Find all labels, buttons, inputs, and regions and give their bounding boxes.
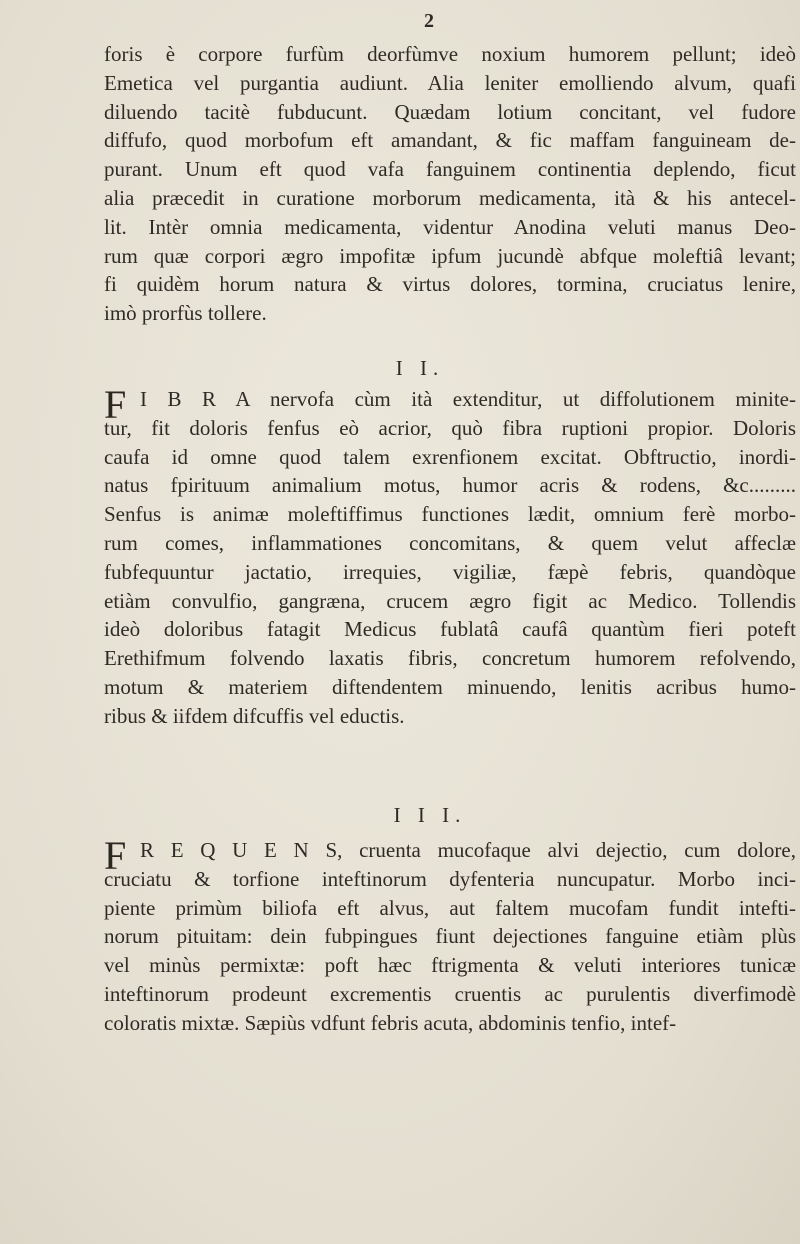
text-line: lit. Intèr omnia medicamenta, videntur Anodina veluti manus Deo- [104,214,796,239]
text-line: purant. Unum eft quod vafa fanguinem continentia deplendo, ficut [104,157,796,182]
text-line: alia præcedit in curatione morborum medicamenta, ità & his antecel- [104,185,796,210]
text-line: piente primùm biliofa eft alvus, aut faltem mucofam fundit intefti- [104,895,796,920]
text-line: natus fpirituum animalium motus, humor acris & rodens, &c......... [104,473,796,498]
text-line: diluendo tacitè fubducunt. Quædam lotium concitant, vel fudore [104,99,796,124]
text-line: cruciatu & torfione inteftinorum dyfenteria nuncupatur. Morbo inci- [104,866,796,891]
text-line: motum & materiem diftendentem minuendo, lenitis acribus humo- [104,674,796,699]
text-line: inteftinorum prodeunt excrementis cruentis ac purulentis diverfimodè [104,981,796,1006]
drop-cap-initial: F [104,833,127,878]
text-line: norum pituitam: dein fubpingues fiunt dejectiones fanguine etiàm plùs [104,924,796,949]
text-line: caufa id omne quod talem exrenfionem excitat. Obftructio, inordi- [104,444,796,469]
text-line: vel minùs permixtæ: poft hæc ftrigmenta & veluti interiores tunicæ [104,953,796,978]
text-line: etiàm convulfio, gangræna, crucem ægro figit ac Medico. Tollendis [104,588,796,613]
text-line: ribus & iifdem difcuffis vel eductis. [104,703,405,728]
text-line: tur, fit doloris fenfus eò acrior, quò fibra ruptioni propior. Doloris [104,415,796,440]
text-line: rum quæ corpori ægro impofitæ ipfum jucundè abfque moleftiâ levant; [104,243,796,268]
text-line: fubfequuntur jactatio, irrequies, vigiliæ, fæpè febris, quandòque [104,559,796,584]
text-line: foris è corpore furfùm deorfùmve noxium humorem pellunt; ideò [104,42,796,66]
text-line: coloratis mixtæ. Sæpiùs vdfunt febris acuta, abdominis tenfio, intef- [104,1010,677,1035]
text-line: rum comes, inflammationes concomitans, & quem velut affeclæ [104,530,796,555]
text-line: fi quidèm horum natura & virtus dolores, tormina, cruciatus lenire, [104,272,796,297]
drop-cap-initial: F [104,382,127,427]
paragraph-3 [104,833,796,1038]
text-line: diffufo, quod morbofum eft amandant, & fic maffam fanguineam de- [104,128,796,153]
text-line: imò prorfùs tollere. [104,301,267,326]
text-line: Erethifmum folvendo laxatis fibris, concretum humorem refolvendo, [104,646,796,671]
section-heading-3: I I I. [393,803,467,827]
page-signature: 2 [424,10,435,32]
paragraph-1 [104,40,796,328]
paragraph-2 [104,382,796,731]
text-line: I B R A nervofa cùm ità extenditur, ut diffolutionem minite- [140,387,796,411]
text-line: Emetica vel purgantia audiunt. Alia leniter emolliendo alvum, quafi [104,70,796,95]
text-line: ideò doloribus fatagit Medicus fublatâ caufâ quantùm fieri poteft [104,617,796,642]
section-heading-2: I I. [395,356,445,380]
text-line: R E Q U E N S, cruenta mucofaque alvi dejectio, cum dolore, [140,838,796,862]
text-line: Senfus is animæ moleftiffimus functiones lædit, omnium ferè morbo- [104,502,796,527]
